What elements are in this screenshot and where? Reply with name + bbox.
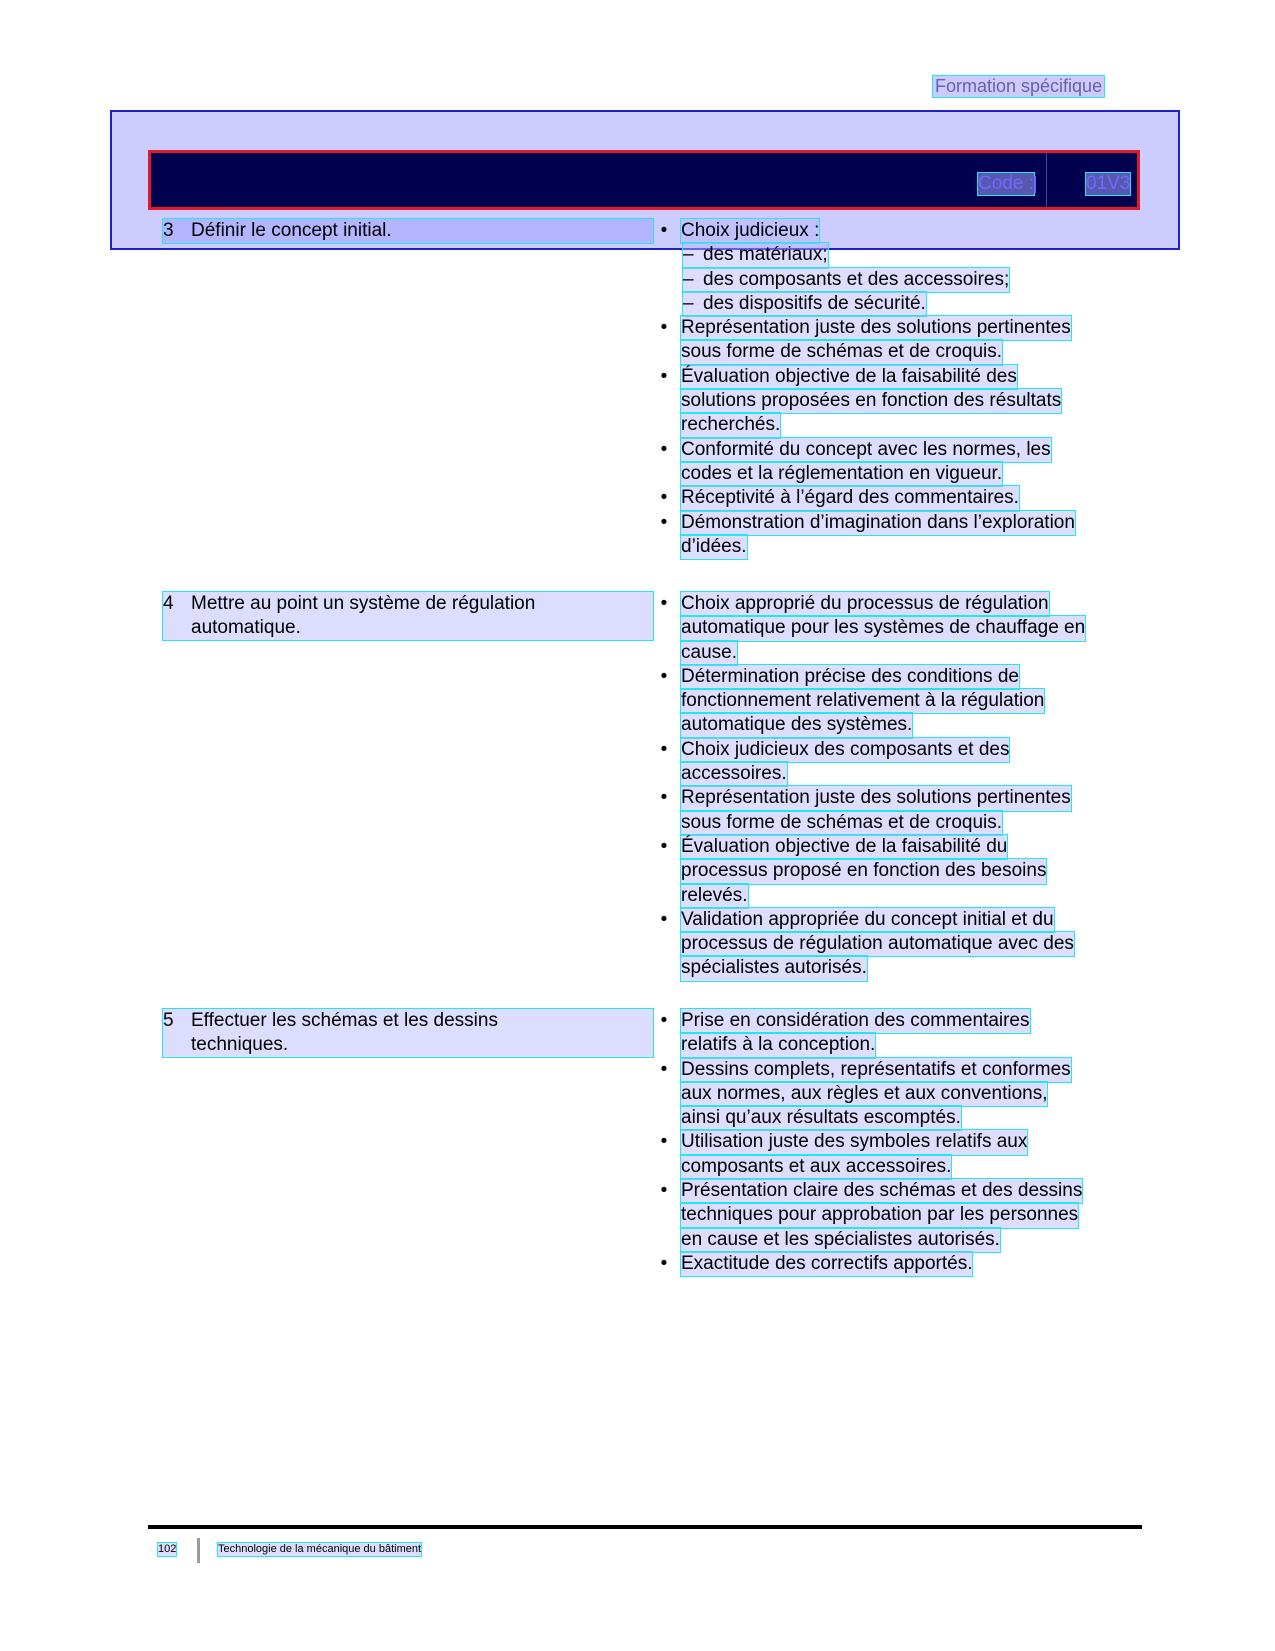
criterion-line: processus proposé en fonction des besoins bbox=[681, 859, 1046, 883]
criterion-line: fonctionnement relativement à la régulation bbox=[681, 689, 1044, 713]
competency-text-line: techniques. bbox=[191, 1034, 289, 1055]
criterion-line: codes et la réglementation en vigueur. bbox=[681, 462, 1002, 486]
footer-title: Technologie de la mécanique du bâtiment bbox=[218, 1543, 422, 1555]
page-number: 102 bbox=[158, 1543, 177, 1555]
bullet-icon: • bbox=[660, 1131, 668, 1153]
competency-number: 5 bbox=[163, 1010, 174, 1031]
performance-criteria-list bbox=[656, 219, 1126, 559]
code-value: 01V3 bbox=[1086, 173, 1131, 194]
criterion-item bbox=[656, 1252, 1126, 1276]
code-separator bbox=[1034, 176, 1044, 193]
competency-number: 4 bbox=[163, 593, 174, 614]
criterion-item bbox=[656, 438, 1126, 487]
criterion-item bbox=[656, 1009, 1126, 1058]
bullet-icon: • bbox=[660, 665, 668, 687]
sub-criterion-item bbox=[656, 243, 1126, 267]
competency-text-line: Effectuer les schémas et les dessins bbox=[191, 1010, 498, 1031]
sub-criterion-text: des composants et des accessoires; bbox=[683, 268, 1009, 292]
criterion-line: sous forme de schémas et de croquis. bbox=[681, 340, 1002, 364]
criterion-line: techniques pour approbation par les personnes bbox=[681, 1203, 1078, 1227]
criterion-line: Détermination précise des conditions de bbox=[681, 665, 1019, 689]
criterion-item bbox=[656, 592, 1126, 665]
criterion-line: recherchés. bbox=[681, 413, 780, 437]
criterion-line: automatique pour les systèmes de chauffage en bbox=[681, 616, 1085, 640]
criterion-line: Choix judicieux : bbox=[681, 219, 819, 243]
criterion-line: Dessins complets, représentatifs et conformes bbox=[681, 1058, 1071, 1082]
criterion-line: aux normes, aux règles et aux conventions, bbox=[681, 1082, 1047, 1106]
footer-rule bbox=[148, 1525, 1142, 1529]
criterion-line: ainsi qu’aux résultats escomptés. bbox=[681, 1106, 961, 1130]
performance-criteria-list bbox=[656, 1009, 1126, 1276]
criterion-item bbox=[656, 665, 1126, 738]
criterion-line: Démonstration d’imagination dans l’exploration bbox=[681, 511, 1075, 535]
bullet-icon: • bbox=[660, 220, 668, 241]
criterion-item bbox=[656, 486, 1126, 510]
dash-icon: – bbox=[683, 268, 694, 290]
sub-criterion-item bbox=[656, 292, 1126, 316]
criterion-line: processus de régulation automatique avec des bbox=[681, 932, 1074, 956]
sub-criterion-text: des matériaux; bbox=[683, 243, 828, 267]
criterion-line: d’idées. bbox=[681, 535, 747, 559]
criterion-line: spécialistes autorisés. bbox=[681, 956, 867, 980]
criterion-line: Exactitude des correctifs apportés. bbox=[681, 1252, 972, 1276]
dash-icon: – bbox=[683, 292, 694, 314]
criterion-item bbox=[656, 786, 1126, 835]
criterion-line: Conformité du concept avec les normes, les bbox=[681, 438, 1051, 462]
criterion-line: relevés. bbox=[681, 884, 748, 908]
criterion-line: en cause et les spécialistes autorisés. bbox=[681, 1228, 1000, 1252]
bullet-icon: • bbox=[660, 511, 668, 533]
bullet-icon: • bbox=[660, 1252, 668, 1274]
criterion-line: Validation appropriée du concept initial et du bbox=[681, 908, 1054, 932]
criterion-line: Choix approprié du processus de régulation bbox=[681, 592, 1049, 616]
criterion-line: Choix judicieux des composants et des bbox=[681, 738, 1009, 762]
bullet-icon: • bbox=[660, 438, 668, 460]
code-label: Code : bbox=[978, 173, 1034, 194]
criterion-line: accessoires. bbox=[681, 762, 787, 786]
competency-text-line: automatique. bbox=[191, 617, 301, 638]
performance-criteria-list bbox=[656, 592, 1126, 981]
criterion-line: Évaluation objective de la faisabilité du bbox=[681, 835, 1007, 859]
criterion-item bbox=[656, 511, 1126, 560]
competency-number: 3 bbox=[163, 220, 174, 241]
footer-separator bbox=[197, 1538, 200, 1563]
competency-statement bbox=[163, 219, 653, 243]
criterion-item bbox=[656, 1130, 1126, 1179]
competency-text-line: Mettre au point un système de régulation bbox=[191, 593, 536, 614]
criterion-line: Prise en considération des commentaires bbox=[681, 1009, 1030, 1033]
bullet-icon: • bbox=[660, 487, 668, 509]
sub-criterion-item bbox=[656, 268, 1126, 292]
criterion-item bbox=[656, 365, 1126, 438]
bullet-icon: • bbox=[660, 787, 668, 809]
criterion-line: Évaluation objective de la faisabilité des bbox=[681, 365, 1017, 389]
criterion-line: Représentation juste des solutions pertinentes bbox=[681, 316, 1071, 340]
criterion-item bbox=[656, 316, 1126, 365]
criterion-line: solutions proposées en fonction des résultats bbox=[681, 389, 1061, 413]
criterion-line: Présentation claire des schémas et des dessins bbox=[681, 1179, 1082, 1203]
criterion-item bbox=[656, 219, 1126, 243]
sub-criterion-text: des dispositifs de sécurité. bbox=[683, 292, 926, 316]
bullet-icon: • bbox=[660, 835, 668, 857]
bullet-icon: • bbox=[660, 365, 668, 387]
section-label: Formation spécifique bbox=[935, 76, 1103, 96]
bullet-icon: • bbox=[660, 593, 668, 614]
criterion-line: Réceptivité à l’égard des commentaires. bbox=[681, 486, 1019, 510]
criterion-line: Représentation juste des solutions pertinentes bbox=[681, 786, 1071, 810]
competency-text-line: Définir le concept initial. bbox=[191, 220, 392, 241]
competency-statement bbox=[163, 592, 653, 640]
criterion-line: cause. bbox=[681, 641, 737, 665]
criterion-item bbox=[656, 1058, 1126, 1131]
bullet-icon: • bbox=[660, 1058, 668, 1080]
criterion-line: sous forme de schémas et de croquis. bbox=[681, 811, 1002, 835]
code-bar bbox=[148, 150, 1140, 210]
bullet-icon: • bbox=[660, 908, 668, 930]
criterion-line: composants et aux accessoires. bbox=[681, 1155, 951, 1179]
criterion-item bbox=[656, 1179, 1126, 1252]
criterion-item bbox=[656, 738, 1126, 787]
bullet-icon: • bbox=[660, 1180, 668, 1202]
dash-icon: – bbox=[683, 244, 694, 266]
criterion-line: Utilisation juste des symboles relatifs aux bbox=[681, 1130, 1027, 1154]
criterion-line: automatique des systèmes. bbox=[681, 713, 912, 737]
criterion-line: relatifs à la conception. bbox=[681, 1033, 875, 1057]
competency-statement bbox=[163, 1009, 653, 1057]
code-bar-divider bbox=[1046, 153, 1047, 207]
criterion-item bbox=[656, 835, 1126, 908]
bullet-icon: • bbox=[660, 317, 668, 339]
bullet-icon: • bbox=[660, 738, 668, 760]
bullet-icon: • bbox=[660, 1010, 668, 1031]
criterion-item bbox=[656, 908, 1126, 981]
